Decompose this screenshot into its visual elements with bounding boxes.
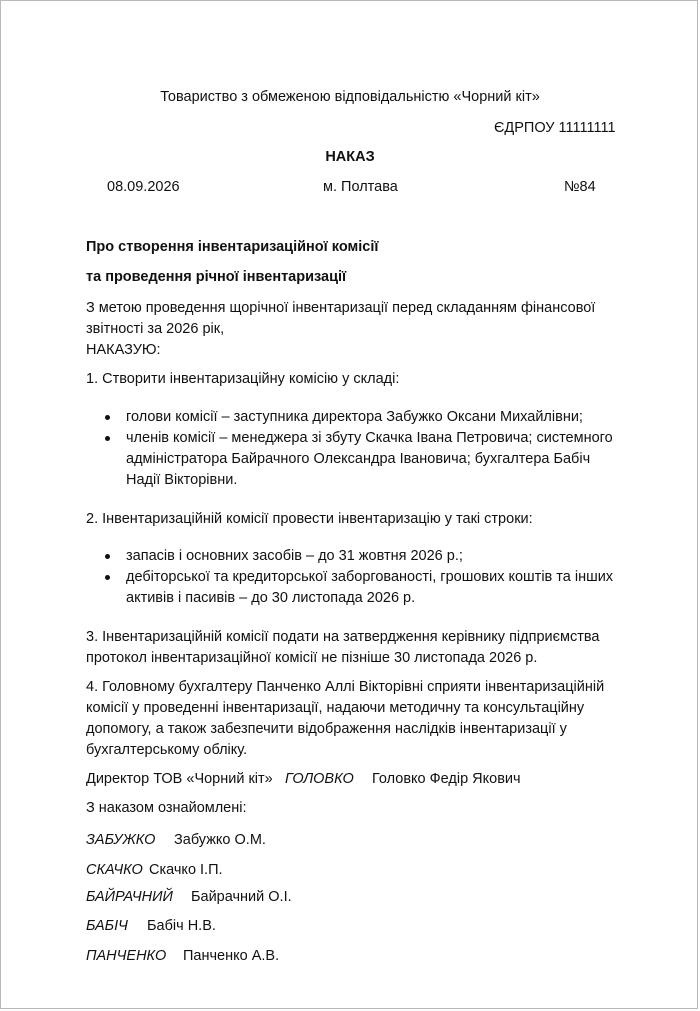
signature-zabuzhko: ЗАБУЖКО <box>86 832 156 848</box>
list-item-text: Надії Вікторівни. <box>126 472 238 488</box>
list-item-text: запасів і основних засобів – до 31 жовтня 2026 р.; <box>126 548 463 564</box>
signature-bairachnyi: БАЙРАЧНИЙ <box>86 889 173 905</box>
item-4-line-2: комісії у проведенні інвентаризації, надаючи методичну та консультаційну <box>86 700 585 716</box>
item-3 <box>86 627 626 669</box>
item-2-bullet-list <box>101 546 621 609</box>
item-1-bullet-list <box>101 407 621 491</box>
list-item-text: адміністратора Байрачного Олександра Івановича; бухгалтера Бабіч <box>126 451 591 467</box>
order-number: №84 <box>564 179 596 195</box>
acknowledged-heading: З наказом ознайомлені: <box>86 800 247 816</box>
list-item <box>101 428 621 491</box>
bullet-icon <box>105 436 110 441</box>
signature-panchenko: ПАНЧЕНКО <box>86 948 167 964</box>
list-item-text: членів комісії – менеджера зі збуту Скачка Івана Петровича; системного <box>126 430 613 446</box>
name-babich: Бабіч Н.В. <box>147 918 216 934</box>
signature-skachko: СКАЧКО <box>86 862 143 878</box>
list-item <box>101 546 621 567</box>
bullet-icon <box>105 554 110 559</box>
bullet-icon <box>105 575 110 580</box>
item-4-line-3: допомогу, а також забезпечити відображення наслідків інвентаризації у <box>86 721 567 737</box>
preamble-line-1: З метою проведення щорічної інвентаризації перед складанням фінансової <box>86 300 596 316</box>
subject-line-1: Про створення інвентаризаційної комісії <box>86 239 379 255</box>
preamble <box>86 298 626 361</box>
order-word: НАКАЗУЮ: <box>86 342 161 358</box>
item-2: 2. Інвентаризаційній комісії провести інвентаризацію у такі строки: <box>86 511 533 527</box>
list-item <box>101 567 621 609</box>
name-skachko: Скачко І.П. <box>149 862 223 878</box>
name-panchenko: Панченко А.В. <box>183 948 280 964</box>
director-title: Директор ТОВ «Чорний кіт» <box>86 771 273 787</box>
item-3-line-2: протокол інвентаризаційної комісії не пізніше 30 листопада 2026 р. <box>86 650 538 666</box>
item-3-line-1: 3. Інвентаризаційній комісії подати на затвердження керівнику підприємства <box>86 629 600 645</box>
item-1: 1. Створити інвентаризаційну комісію у складі: <box>86 371 400 387</box>
bullet-icon <box>105 415 110 420</box>
list-item-text: голови комісії – заступника директора Забужко Оксани Михайлівни; <box>126 409 583 425</box>
item-4-line-1: 4. Головному бухгалтеру Панченко Аллі Вікторівні сприяти інвентаризаційній <box>86 679 605 695</box>
list-item-text: активів і пасивів – до 30 листопада 2026 р. <box>126 590 416 606</box>
item-4-line-4: бухгалтерському обліку. <box>86 742 248 758</box>
director-name: Головко Федір Якович <box>372 771 521 787</box>
edrpou-code: ЄДРПОУ 11111111 <box>494 120 616 136</box>
document-type-title: НАКАЗ <box>325 149 375 165</box>
director-signature: ГОЛОВКО <box>285 771 354 787</box>
item-4 <box>86 677 626 761</box>
preamble-line-2: звітності за 2026 рік, <box>86 321 225 337</box>
subject-line-2: та проведення річної інвентаризації <box>86 269 347 285</box>
order-city: м. Полтава <box>323 179 398 195</box>
name-zabuzhko: Забужко О.М. <box>174 832 266 848</box>
company-name: Товариство з обмеженою відповідальністю «Чорний кіт» <box>160 89 540 105</box>
signature-babich: БАБІЧ <box>86 918 128 934</box>
name-bairachnyi: Байрачний О.І. <box>191 889 292 905</box>
list-item <box>101 407 621 428</box>
order-date: 08.09.2026 <box>107 179 180 195</box>
list-item-text: дебіторської та кредиторської заборгованості, грошових коштів та інших <box>126 569 614 585</box>
